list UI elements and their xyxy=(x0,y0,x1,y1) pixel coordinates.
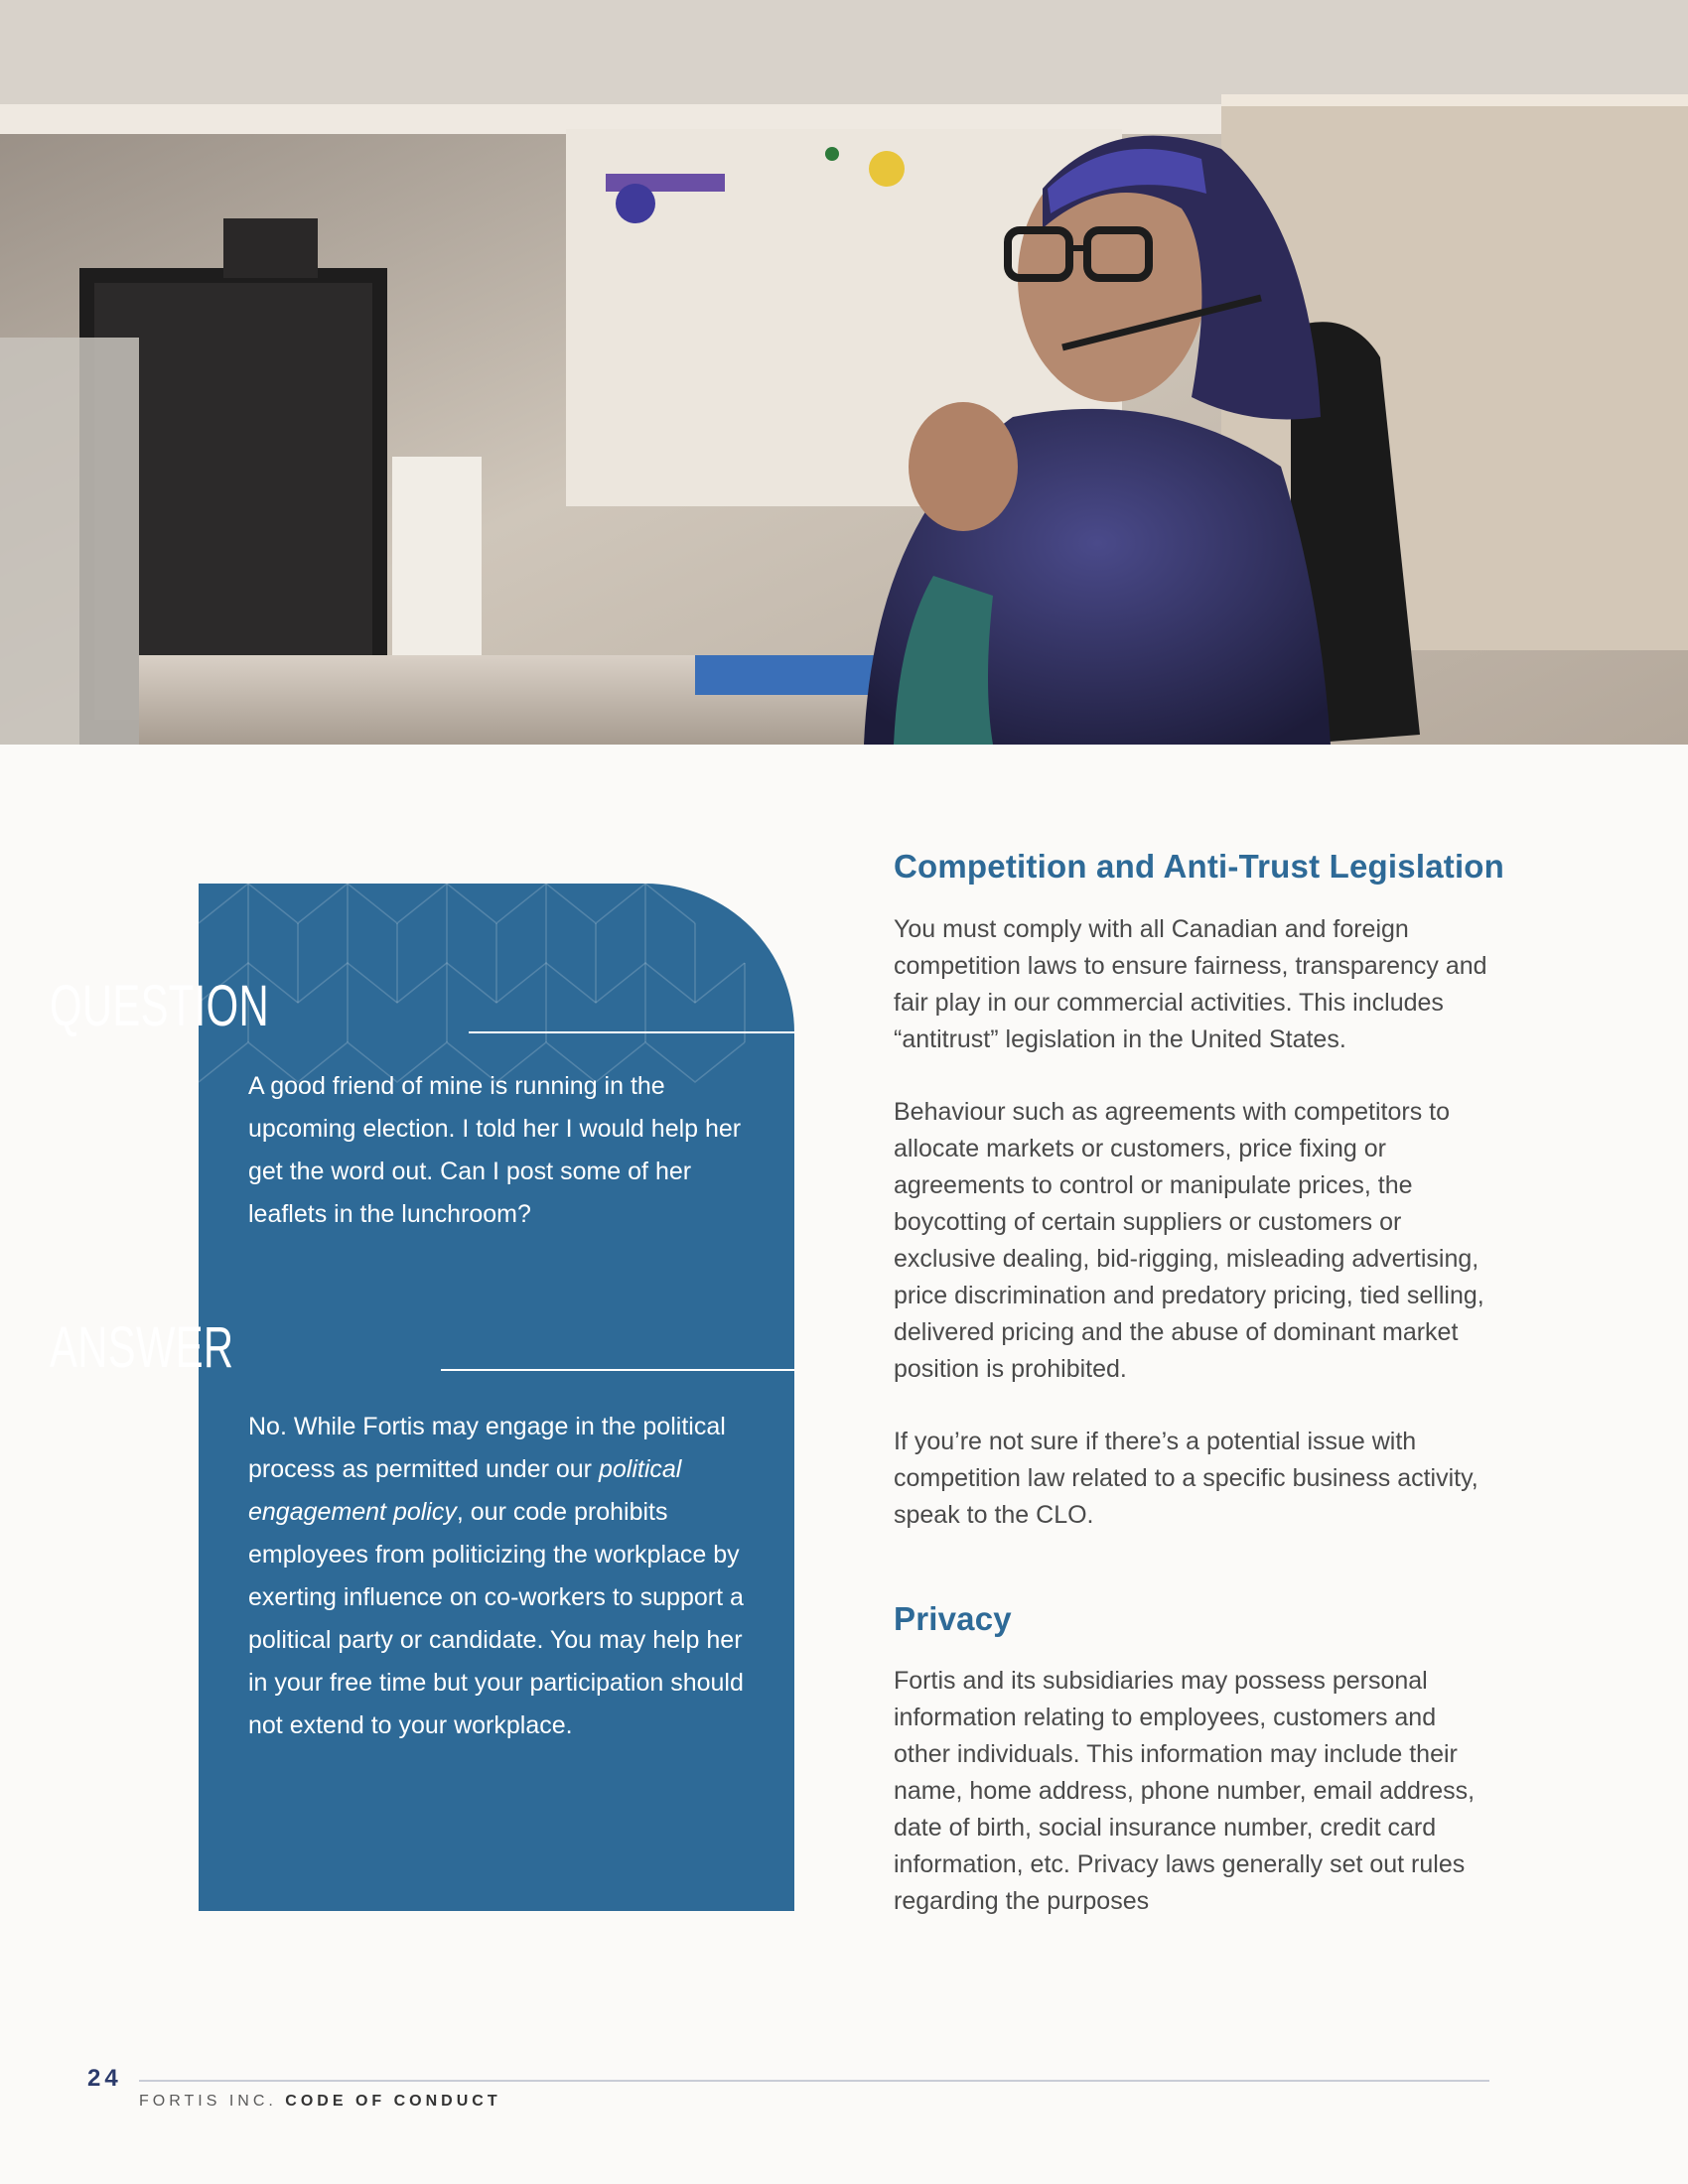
competition-paragraph-3: If you’re not sure if there’s a potential issue with competition law related to a specific business activity, speak to the CLO. xyxy=(894,1428,1478,1529)
question-heading: QUESTION xyxy=(50,974,269,1038)
privacy-paragraph-1: Fortis and its subsidiaries may possess personal information relating to employees, customers and other individuals. This information may include their name, home address, phone number, email address, date of birth, social insurance number, credit card information, etc. Privacy laws generally set out rules regarding the purposes xyxy=(894,1667,1476,1915)
answer-heading: ANSWER xyxy=(50,1315,234,1380)
footer-document-label xyxy=(139,2093,501,2111)
competition-section-title: Competition and Anti-Trust Legislation xyxy=(894,848,1505,885)
footer-rule xyxy=(139,2080,1489,2082)
answer-text xyxy=(248,1406,745,1747)
page-number: 24 xyxy=(87,2065,122,2092)
office-photo-illustration xyxy=(0,0,1688,745)
privacy-section-title: Privacy xyxy=(894,1600,1012,1637)
competition-paragraph-1: You must comply with all Canadian and foreign competition laws to ensure fairness, transparency and fair play in our commercial activities. This includes “antitrust” legislation in the United States. xyxy=(894,915,1487,1053)
footer-document-title: CODE OF CONDUCT xyxy=(285,2093,501,2110)
header-photo xyxy=(0,0,1688,745)
competition-paragraph-2: Behaviour such as agreements with competitors to allocate markets or customers, price fixing or agreements to control or manipulate prices, the boycotting of certain suppliers or customers or exclusive dealing, bid-rigging, misleading advertising, price discrimination and predatory pricing, tied selling, delivered pricing and the abuse of dominant market position is prohibited. xyxy=(894,1098,1484,1383)
answer-text-start: No. While Fortis may engage in the political process as permitted under our xyxy=(248,1413,726,1483)
question-heading-rule xyxy=(469,1031,794,1033)
answer-text-end: , our code prohibits employees from politicizing the workplace by exerting influence on co-workers to support a political party or candidate. You may help her in your free time but your participation should not extend to your workplace. xyxy=(248,1498,744,1739)
question-answer-box xyxy=(199,884,794,1911)
question-text: A good friend of mine is running in the upcoming election. I told her I would help her get the word out. Can I post some of her leaflets in the lunchroom? xyxy=(248,1072,742,1228)
footer-company: FORTIS INC. xyxy=(139,2093,277,2110)
answer-heading-rule xyxy=(441,1369,794,1371)
political-engagement-policy-reference: political engagement policy xyxy=(248,1455,682,1526)
